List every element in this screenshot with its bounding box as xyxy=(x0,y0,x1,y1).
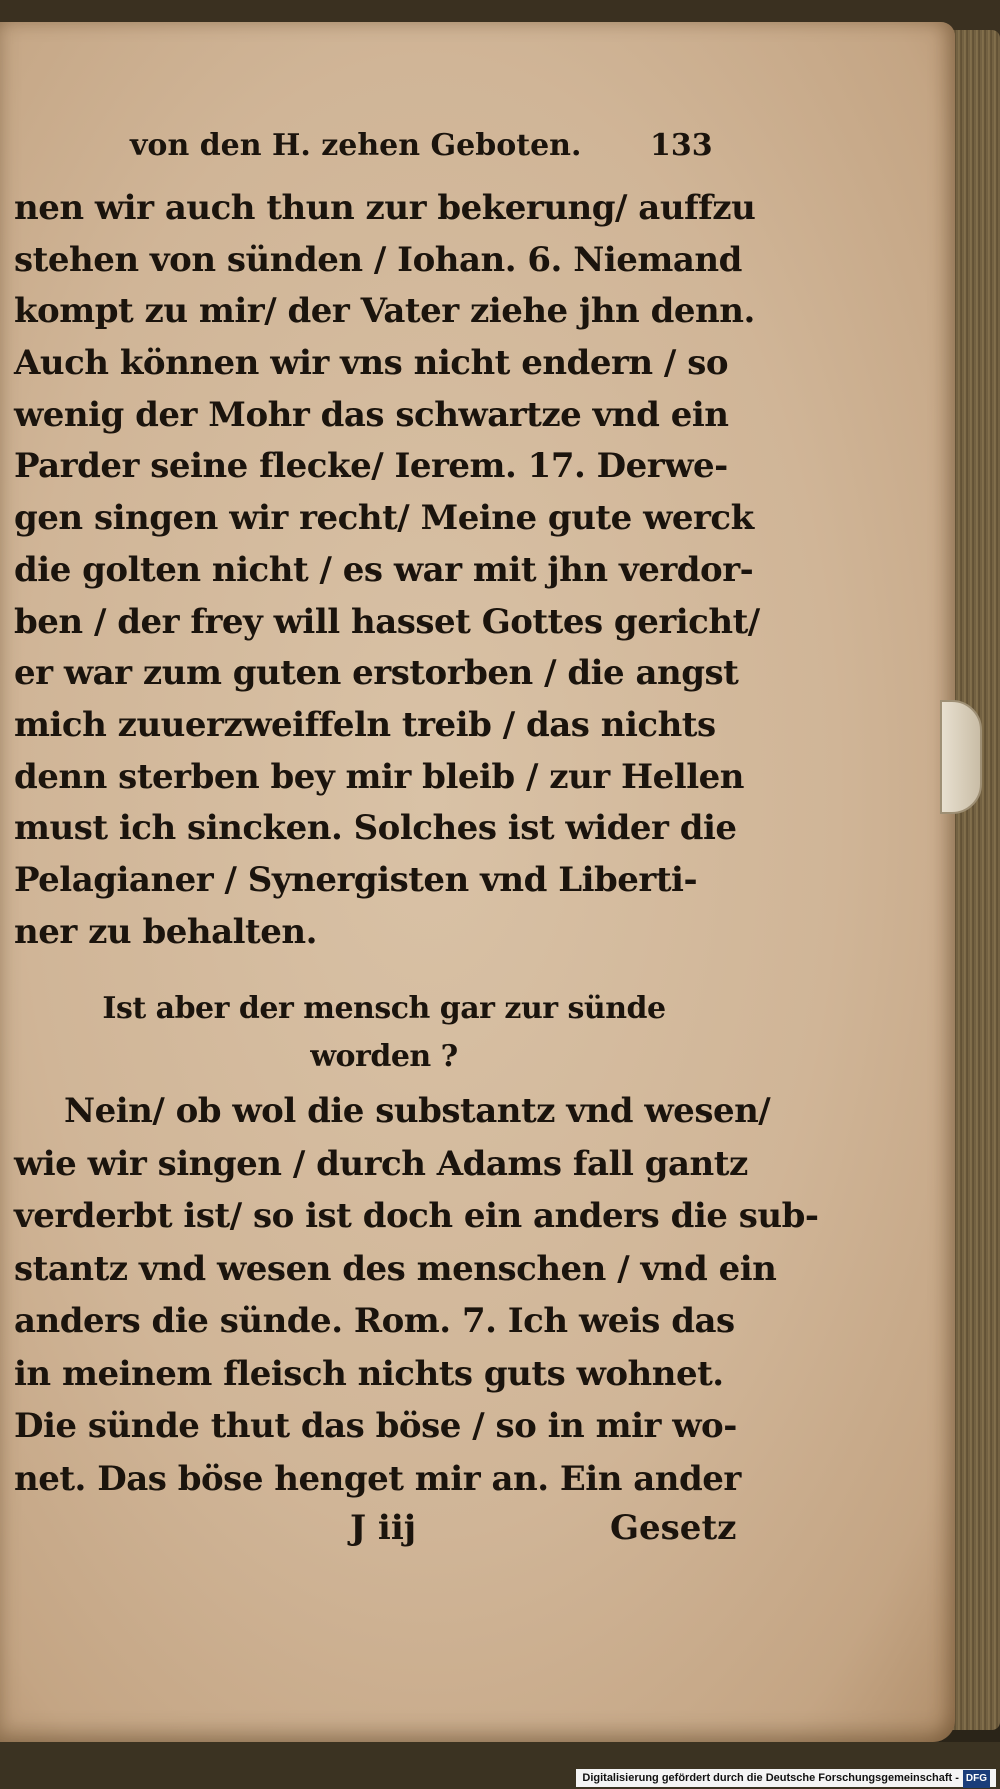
text-line: stantz vnd wesen des menschen / vnd ein xyxy=(14,1248,777,1289)
text-line: must ich sincken. Solches ist wider die xyxy=(14,808,737,849)
credit-text: Digitalisierung gefördert durch die Deutsche Forschungsgemeinschaft - xyxy=(582,1772,959,1784)
text-line: Nein/ ob wol die substantz vnd wesen/ xyxy=(64,1091,771,1131)
text-line: verderbt ist/ so ist doch ein anders die sub- xyxy=(14,1196,819,1236)
text-line: nen wir auch thun zur bekerung/ auffzu xyxy=(14,188,756,228)
page-number: 133 xyxy=(650,128,713,163)
text-line: Auch können wir vns nicht endern / so xyxy=(14,343,729,384)
text-line: in meinem fleisch nichts guts wohnet. xyxy=(14,1353,724,1394)
question-heading xyxy=(14,985,754,1081)
text-line: die golten nicht / es war mit jhn verdor- xyxy=(14,549,754,590)
text-line: Parder seine flecke/ Ierem. 17. Derwe- xyxy=(14,446,728,487)
signature-mark: J iij xyxy=(350,1508,417,1548)
heading-line: Ist aber der mensch gar zur sünde xyxy=(102,991,666,1026)
text-line: gen singen wir recht/ Meine gute werck xyxy=(14,498,754,539)
paragraph-2 xyxy=(14,1085,819,1505)
digitization-credit xyxy=(576,1769,996,1787)
text-line: ner zu behalten. xyxy=(14,911,317,952)
text-line: wenig der Mohr das schwartze vnd ein xyxy=(14,394,729,435)
heading-line: worden ? xyxy=(310,1039,458,1074)
text-line: kompt zu mir/ der Vater ziehe jhn denn. xyxy=(14,291,755,332)
paragraph-1 xyxy=(14,183,760,958)
text-line: anders die sünde. Rom. 7. Ich weis das xyxy=(14,1301,735,1341)
book-clasp xyxy=(940,700,982,814)
text-line: stehen von sünden / Iohan. 6. Niemand xyxy=(14,239,742,280)
running-head xyxy=(130,128,730,178)
dfg-logo-icon: DFG xyxy=(963,1770,990,1788)
text-line: wie wir singen / durch Adams fall gantz xyxy=(14,1143,748,1184)
text-line: Pelagianer / Synergisten vnd Liberti- xyxy=(14,859,698,900)
running-head-title: von den H. zehen Geboten. xyxy=(130,128,582,163)
text-line: denn sterben bey mir bleib / zur Hellen xyxy=(14,756,744,797)
scan-bottom-strip xyxy=(0,1742,1000,1789)
text-line: Die sünde thut das böse / so in mir wo- xyxy=(14,1406,737,1446)
catchword: Gesetz xyxy=(610,1508,737,1548)
text-line: mich zuuerzweiffeln treib / das nichts xyxy=(14,704,716,745)
text-line: er war zum guten erstorben / die angst xyxy=(14,653,739,694)
page-footer xyxy=(340,1508,740,1558)
text-line: ben / der frey will hasset Gottes gericht/ xyxy=(14,601,760,642)
text-line: net. Das böse henget mir an. Ein ander xyxy=(14,1458,741,1499)
